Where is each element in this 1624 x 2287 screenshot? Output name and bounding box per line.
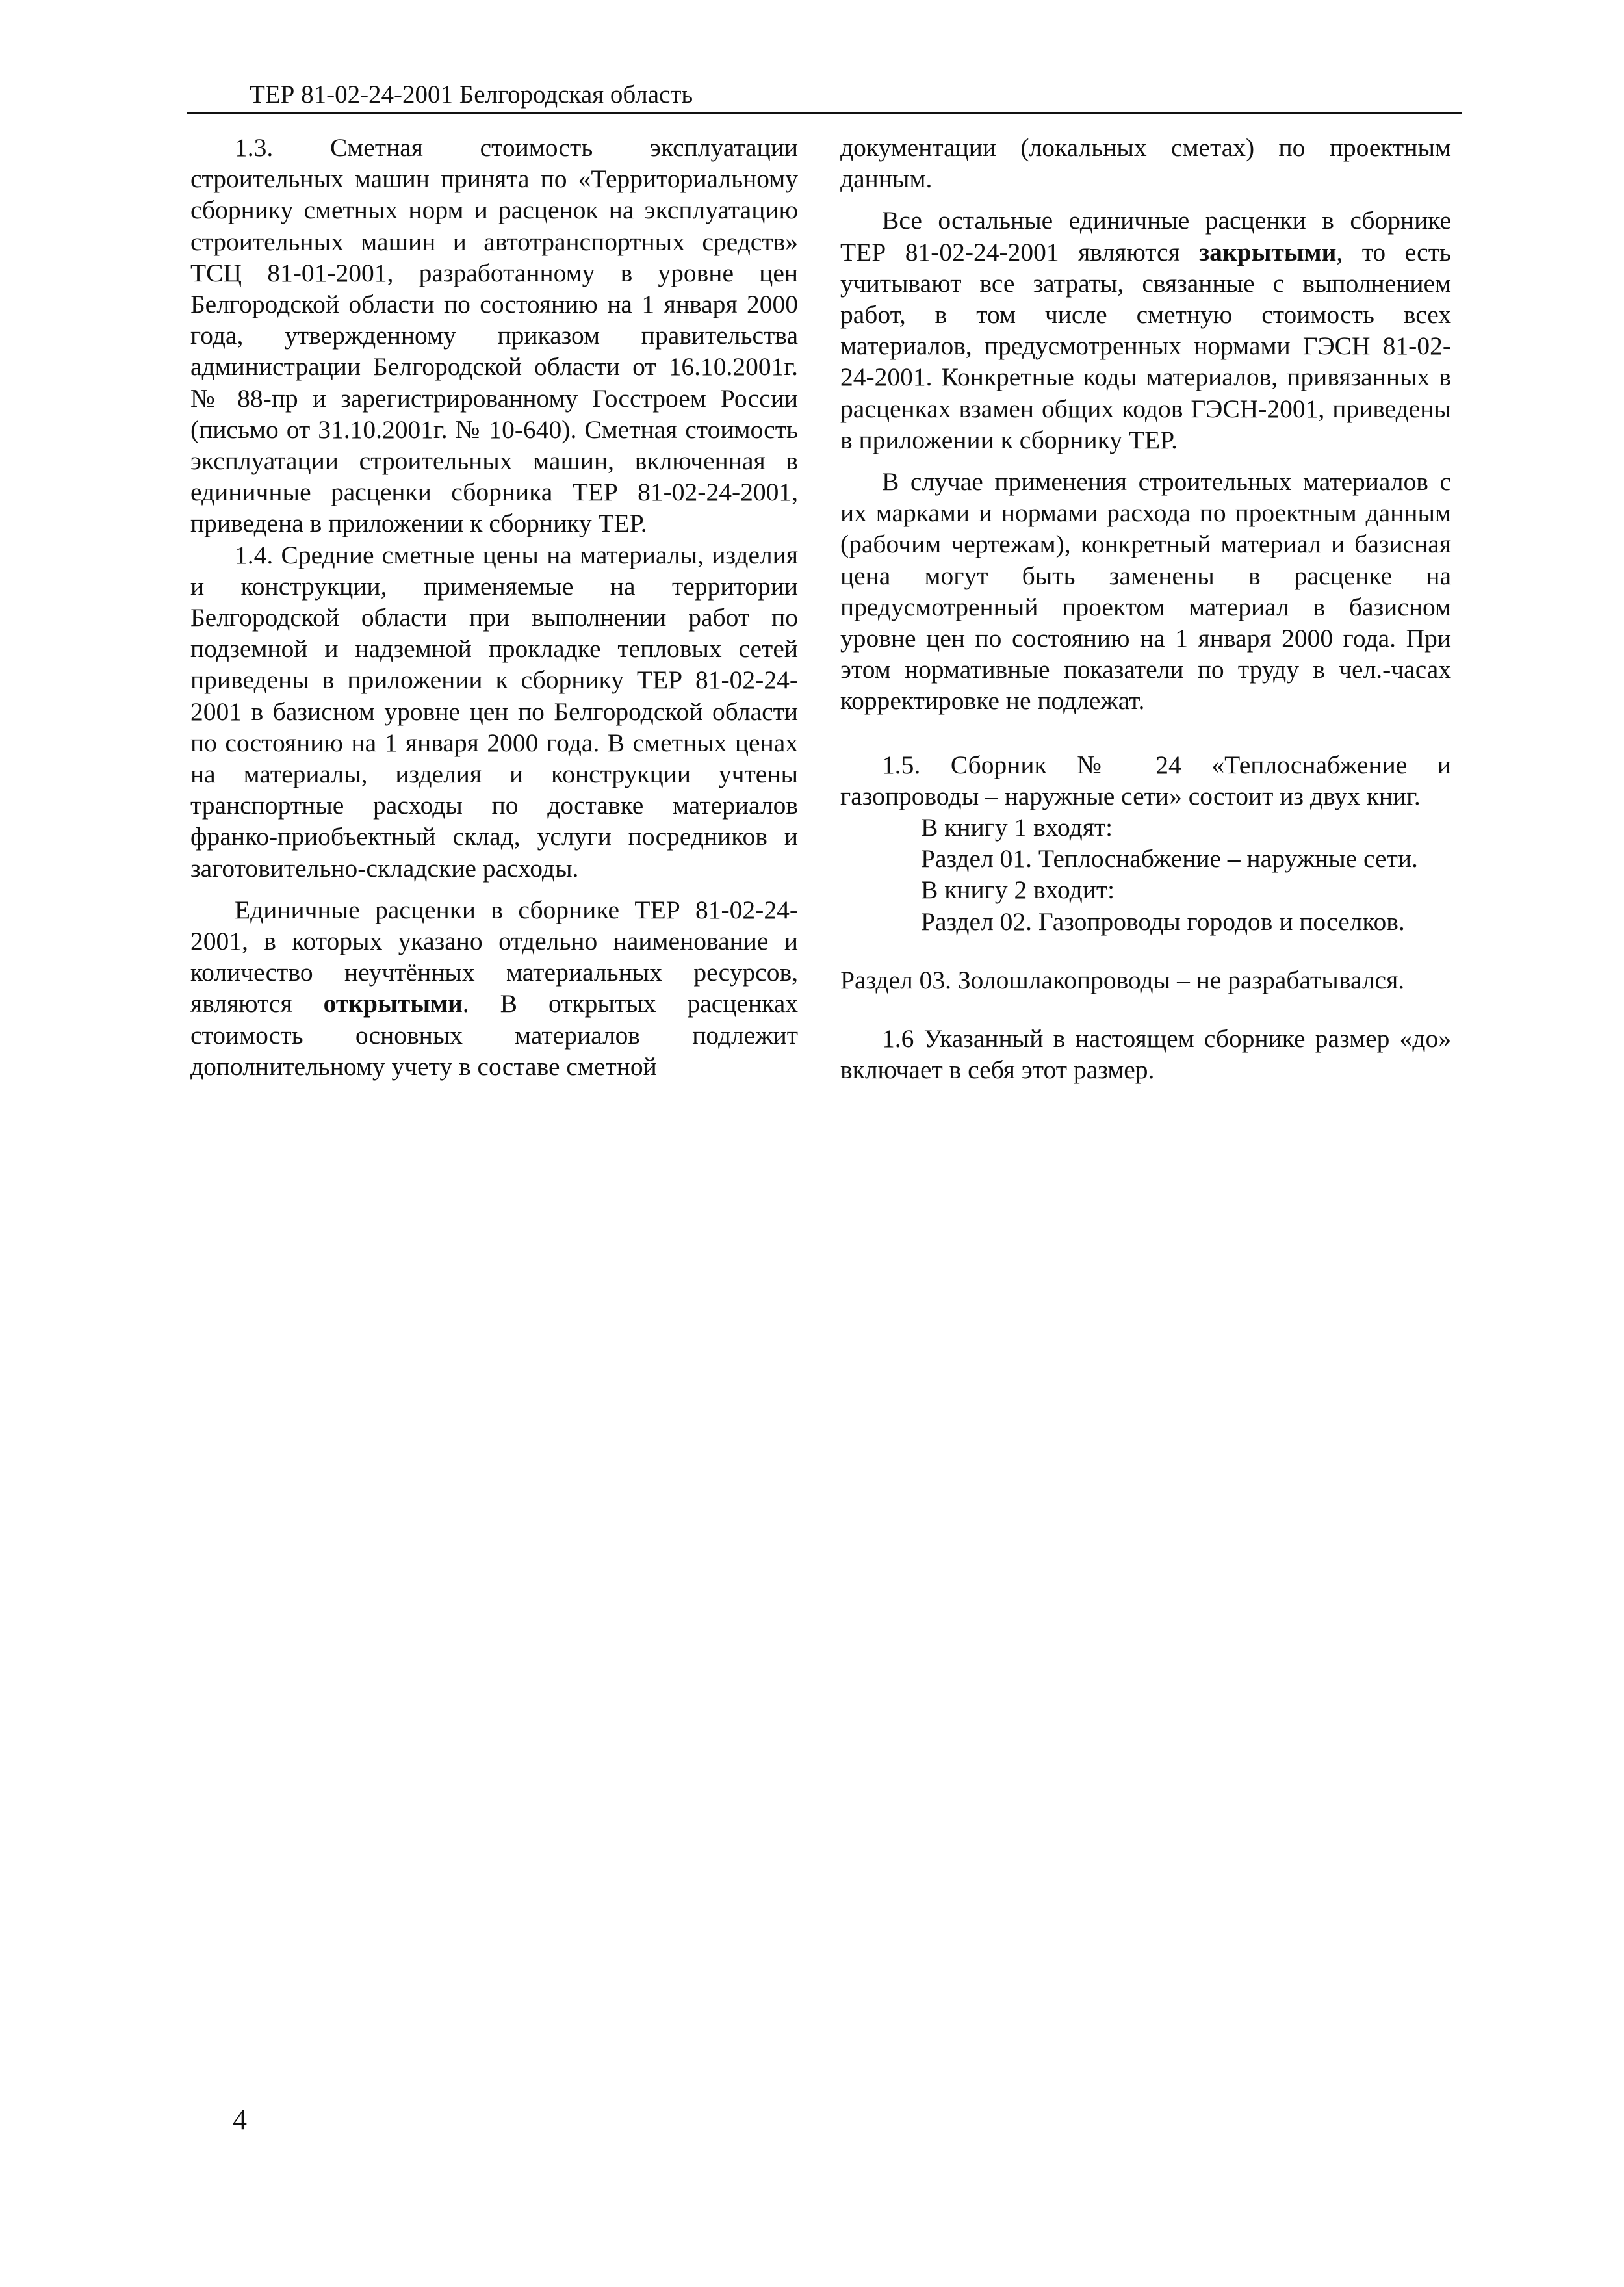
left-column bbox=[190, 132, 798, 1082]
closed-rates-term: закрытыми bbox=[1199, 237, 1337, 266]
paragraph-1-5: 1.5. Сборник № 24 «Теплоснабжение и газопроводы – наружные сети» состоит из двух книг. bbox=[840, 750, 1451, 810]
paragraph-materials: В случае применения строительных материалов с их марками и нормами расхода по проектным данным (рабочим чертежам), конкретный материал и базисная цена могут быть заменены в расценке на предусмотренный проектом материал в базисном уровне цен по состоянию на 1 января 2000 года. При этом нормативные показатели по труду в чел.-часах корректировке не подлежат. bbox=[840, 467, 1451, 716]
page-number: 4 bbox=[233, 2104, 247, 2136]
section-03: Раздел 03. Золошлакопроводы – не разрабатывался. bbox=[840, 965, 1405, 994]
open-rates-text-before: Единичные расценки в сборнике ТЕР 81-02-24-2001, в которых указано отдельно наименование и количество неучтённых материальных ресурсов, являются bbox=[190, 895, 798, 1018]
open-rates-term: открытыми bbox=[323, 989, 463, 1018]
paragraph-1-3: 1.3. Сметная стоимость эксплуатации строительных машин принята по «Территориальному сборнику сметных норм и расценок на эксплуатацию строительных машин и автотранспортных средств» ТСЦ 81-01-2001, разработанному в уровне цен Белгородской области по состоянию на 1 января 2000 года, утвержденному приказом правительства администрации Белгородской области от 16.10.2001г. № 88-пр и зарегистрированному Госстроем России (письмо от 31.10.2001г. № 10-640). Сметная стоимость эксплуатации строительных машин, включенная в единичные расценки сборника ТЕР 81-02-24-2001, приведена в приложении к сборнику ТЕР. bbox=[190, 133, 798, 538]
book-2-intro: В книгу 2 входит: bbox=[921, 875, 1115, 905]
paragraph-closed-rates bbox=[840, 205, 1451, 456]
right-column bbox=[840, 132, 1451, 1085]
header-title: ТЕР 81-02-24-2001 Белгородская область bbox=[250, 81, 693, 109]
section-01: Раздел 01. Теплоснабжение – наружные сети. bbox=[921, 844, 1418, 873]
header-rule bbox=[187, 112, 1462, 114]
paragraph-1-4: 1.4. Средние сметные цены на материалы, изделия и конструкции, применяемые на территории Белгородской области при выполнении работ по подземной и надземной прокладке тепловых сетей приведены в приложении к сборнику ТЕР 81-02-24-2001 в базисном уровне цен по Белгородской области по состоянию на 1 января 2000 года. В сметных ценах на материалы, изделия и конструкции учтены транспортные расходы по доставке материалов франко-приобъектный склад, услуги посредников и заготовительно-складские расходы. bbox=[190, 540, 798, 883]
open-rates-text-after: . В открытых расценках стоимость основных материалов подлежит дополнительному учету в составе сметной bbox=[190, 989, 799, 1081]
closed-rates-text-before: Все остальные единичные расценки в сборнике ТЕР 81-02-24-2001 являются bbox=[840, 206, 1451, 266]
paragraph-open-rates bbox=[190, 894, 798, 1082]
paragraph-continuation: документации (локальных сметах) по проектным данным. bbox=[840, 133, 1451, 194]
closed-rates-text-after: , то есть учитывают все затраты, связанные с выполнением работ, в том числе сметную стоимость всех материалов, предусмотренных нормами ГЭСН 81-02-24-2001. Конкретные коды материалов, привязанных в расценках взамен общих кодов ГЭСН-2001, приведены в приложении к сборнику ТЕР. bbox=[840, 237, 1451, 454]
book-1-intro: В книгу 1 входят: bbox=[921, 813, 1113, 842]
section-02: Раздел 02. Газопроводы городов и поселков. bbox=[921, 907, 1405, 936]
paragraph-1-6: 1.6 Указанный в настоящем сборнике размер «до» включает в себя этот размер. bbox=[840, 1024, 1451, 1085]
